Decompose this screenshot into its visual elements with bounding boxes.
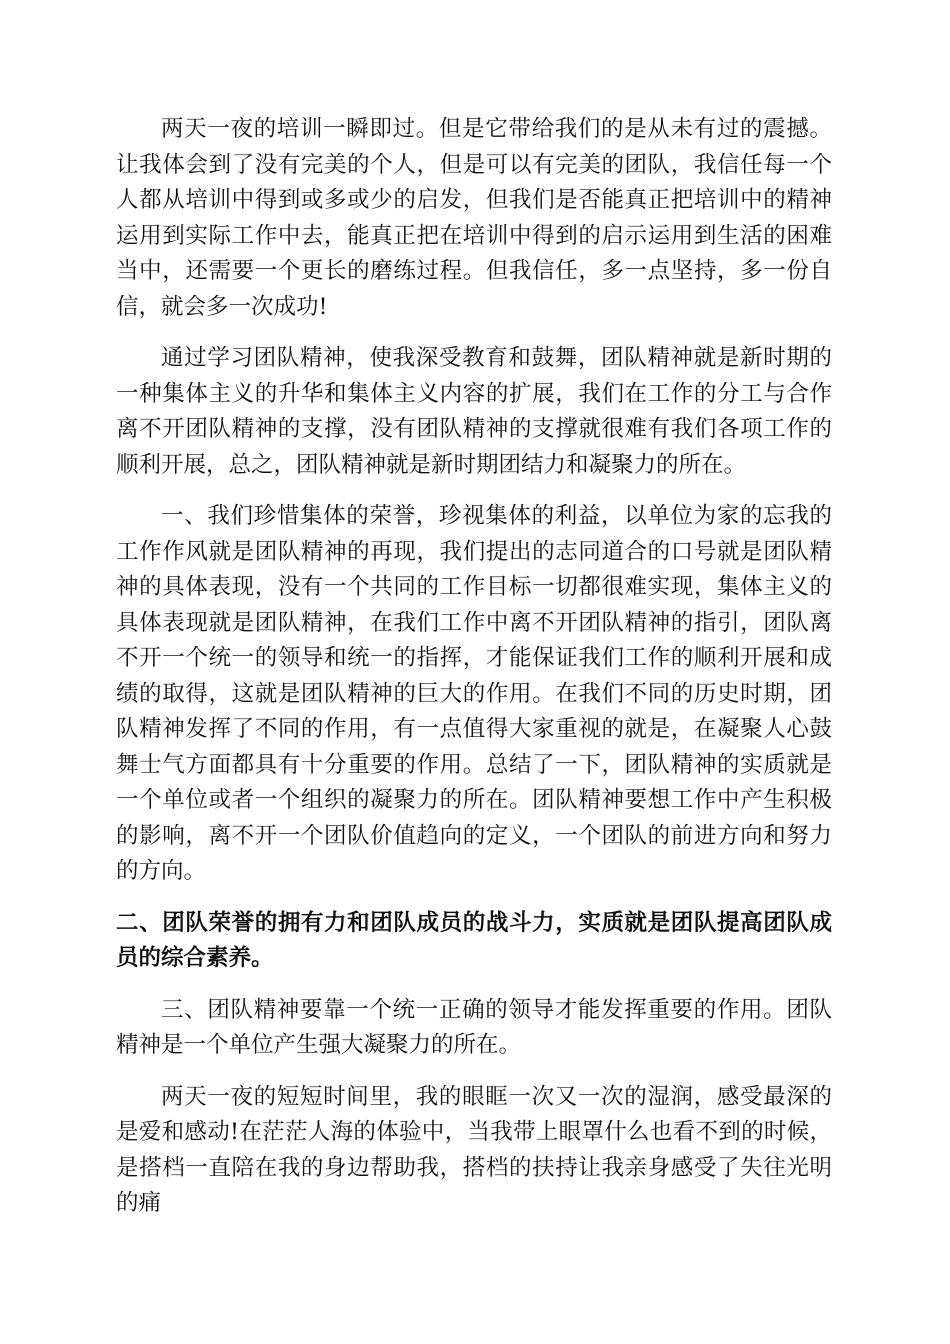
document-body: [116, 112, 832, 1238]
section-heading-point-two: 二、团队荣誉的拥有力和团队成员的战斗力，实质就是团队提高团队成员的综合素养。: [116, 909, 832, 971]
paragraph-experience: 两天一夜的短短时间里，我的眼眶一次又一次的湿润，感受最深的是爱和感动!在茫茫人海的体验中，当我带上眼罩什么也看不到的时候，是搭档一直陪在我的身边帮助我，搭档的扶持让我亲身感受了失往光明的痛: [116, 1083, 832, 1216]
paragraph-training-summary: 两天一夜的培训一瞬即过。但是它带给我们的是从未有过的震撼。让我体会到了没有完美的个人，但是可以有完美的团队，我信任每一个人都从培训中得到或多或少的启发，但我们是否能真正把培训中的精神运用到实际工作中去，能真正把在培训中得到的启示运用到生活的困难当中，还需要一个更长的磨练过程。但我信任，多一点坚持，多一份自信，就会多一次成功!: [116, 116, 832, 320]
paragraph-team-spirit-learning: 通过学习团队精神，使我深受教育和鼓舞，团队精神就是新时期的一种集体主义的升华和集体主义内容的扩展，我们在工作的分工与合作离不开团队精神的支撑，没有团队精神的支撑就很难有我们各项工作的顺利开展，总之，团队精神就是新时期团结力和凝聚力的所在。: [116, 345, 832, 478]
paragraph-point-three: 三、团队精神要靠一个统一正确的领导才能发挥重要的作用。团队精神是一个单位产生强大凝聚力的所在。: [116, 996, 832, 1058]
paragraph-point-one: 一、我们珍惜集体的荣誉，珍视集体的利益，以单位为家的忘我的工作作风就是团队精神的再现，我们提出的志同道合的口号就是团队精神的具体表现，没有一个共同的工作目标一切都很难实现，集体主义的具体表现就是团队精神，在我们工作中离不开团队精神的指引，团队离不开一个统一的领导和统一的指挥，才能保证我们工作的顺利开展和成绩的取得，这就是团队精神的巨大的作用。在我们不同的历史时期，团队精神发挥了不同的作用，有一点值得大家重视的就是，在凝聚人心鼓舞士气方面都具有十分重要的作用。总结了一下，团队精神的实质就是一个单位或者一个组织的凝聚力的所在。团队精神要想工作中产生积极的影响，离不开一个团队价值趋向的定义，一个团队的前进方向和努力的方向。: [116, 503, 832, 884]
